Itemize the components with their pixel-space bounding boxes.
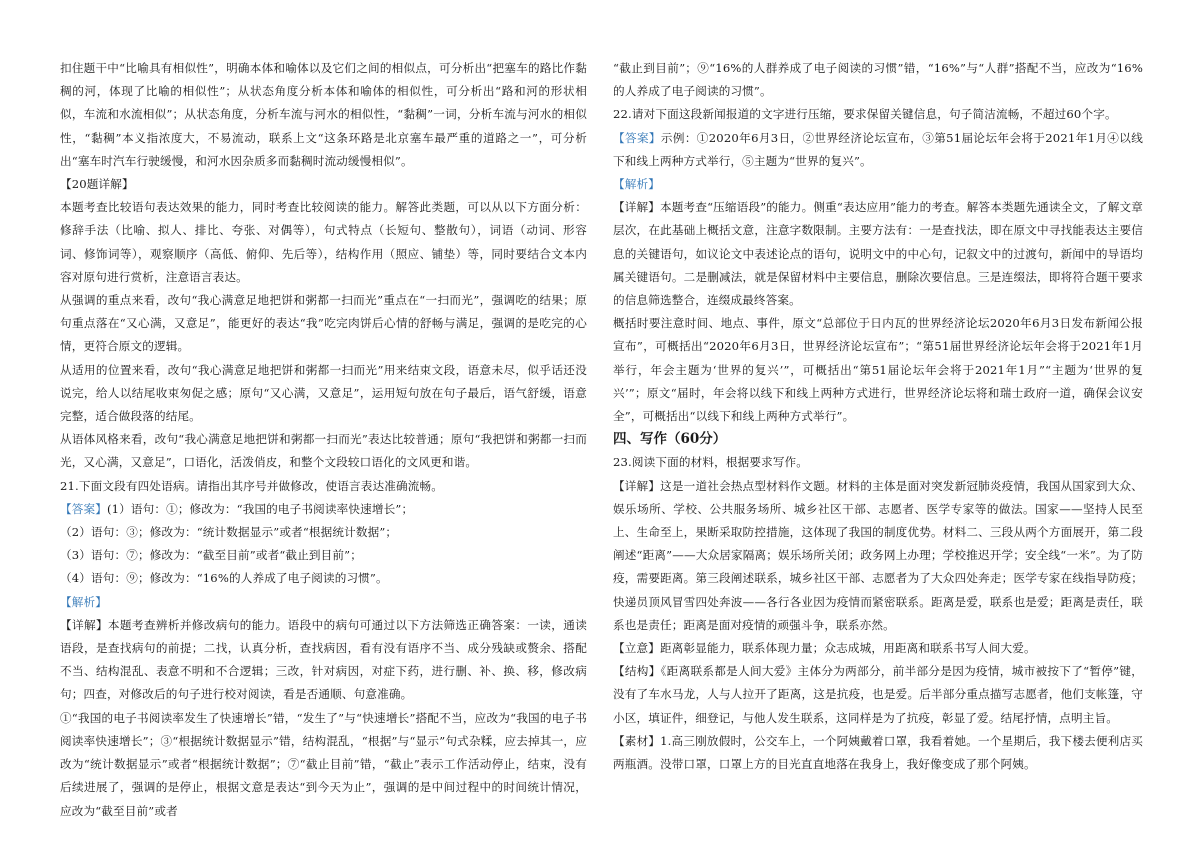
answer-line	[613, 127, 1143, 173]
answer-line: （4）语句：⑨；修改为：“16%的人养成了电子阅读的习惯”。	[60, 571, 388, 586]
paragraph: ①“我国的电子书阅读率发生了快速增长”错，“发生了”与“快速增长”搭配不当，应改为“我国的电子书阅读率快速增长”；③“根据统计数据显示”错，结构混乱，“根据”与“显示”句式杂糅，应去掉其一，应改为“统计数据显示”或者“根据统计数据”；⑦“截止目前”错，“截止”表示工作活动停止，结束，没有后续进展了，强调的是停止，根据文意是表达“到今天为止”，强调的是中间过程中的时间统计情况，应改为“截至目前”或者	[60, 710, 587, 818]
answer-line	[60, 498, 587, 521]
section-heading-20: 【20题详解】	[60, 177, 134, 192]
answer-tag: 【答案】	[60, 501, 107, 516]
right-column	[613, 57, 1143, 776]
paragraph: “截止到目前”；⑨“16%的人群养成了电子阅读的习惯”错，“16%”与“人群”搭配不当，应改为“16%的人养成了电子阅读的习惯”。	[613, 61, 1143, 99]
section-heading-writing: 四、写作（60分）	[613, 431, 727, 448]
paragraph: 从适用的位置来看，改句“我心满意足地把饼和粥都一扫而光”用来结束文段，语意未尽，似乎话还没说完，给人以结尾收束匆促之感；原句“又心满，又意足”，运用短句放在句子最后，语气舒缓，语意完整，适合做段落的结尾。	[60, 362, 587, 424]
paragraph: 【结构】《距离联系都是人间大爱》主体分为两部分，前半部分是因为疫情，城市被按下了“暂停”键，没有了车水马龙，人与人拉开了距离，这是抗疫，也是爱。后半部分重点描写志愿者，他们支帐篷，守小区，填证件，细登记，与他人发生联系，这同样是为了抗疫，彰显了爱。结尾抒情，点明主旨。	[613, 664, 1143, 725]
paragraph: 从强调的重点来看，改句“我心满意足地把饼和粥都一扫而光”重点在“一扫而光”，强调吃的结果；原句重点落在“又心满，又意足”，能更好的表达“我”吃完肉饼后心情的舒畅与满足，强调的是吃完的心情，更符合原文的逻辑。	[60, 293, 587, 354]
answer-line: （2）语句：③；修改为：“统计数据显示”或者“根据统计数据”；	[60, 525, 398, 540]
question-23: 23.阅读下面的材料，根据要求写作。	[613, 455, 809, 470]
paragraph: 本题考查比较语句表达效果的能力，同时考查比较阅读的能力。解答此类题，可以从以下方面分析：修辞手法（比喻、拟人、排比、夸张、对偶等），句式特点（长短句、整散句），词语（动词、形容词、修饰词等），观察顺序（高低、俯仰、先后等），结构作用（照应、铺垫）等，同时要结合文本内容对原句进行赏析，注意语言表达。	[60, 200, 587, 284]
paragraph: 【素材】1.高三刚放假时，公交车上，一个阿姨戴着口罩，我看着她。一个星期后，我下楼去便利店买两瓶酒。没带口罩，口罩上方的目光直直地落在我身上，我好像变成了那个阿姨。	[613, 733, 1143, 772]
paragraph: 【立意】距离彰显能力，联系体现力量；众志成城，用距离和联系书写人间大爱。	[613, 641, 1036, 656]
jiexi-tag: 【解析】	[60, 594, 107, 609]
question-21: 21.下面文段有四处语病。请指出其序号并做修改，使语言表达准确流畅。	[60, 478, 443, 493]
answer-text: 示例：①2020年6月3日，②世界经济论坛宣布，③第51届论坛年会将于2021年1月④以线下和线上两种方式举行，⑤主题为“世界的复兴”。	[613, 130, 1143, 168]
answer-line: （3）语句：⑦；修改为：“截至目前”或者“截止到目前”；	[60, 548, 362, 563]
paragraph: 【详解】本题考查“压缩语段”的能力。侧重“表达应用”能力的考查。解答本类题先通读全文，了解文章层次，在此基础上概括文意，注意字数限制。主要方法有：一是查找法，即在原文中寻找能表达主要信息的关键语句，如议论文中表述论点的语句，说明文中的中心句，记叙文中的过渡句，新闻中的导语均属关键语句。二是删减法，就是保留材料中主要信息，删除次要信息。三是连缀法，即将符合题干要求的信息筛选整合，连缀成最终答案。	[613, 200, 1143, 308]
left-column	[60, 57, 587, 823]
paragraph: 扣住题干中“比喻具有相似性”，明确本体和喻体以及它们之间的相似点，可分析出“把塞车的路比作黏稠的河，体现了比喻的相似性”；从状态角度分析本体和喻体的相似性，可分析出“路和河的形状相似，车流和水流相似”；从状态角度，分析车流与河水的相似性，“黏稠”一词，分析车流与河水的相似性，“黏稠”本义指浓度大，不易流动，联系上文“这条环路是北京塞车最严重的道路之一”，可分析出“塞车时汽车行驶缓慢，和河水因杂质多而黏稠时流动缓慢相似”。	[60, 61, 587, 168]
paragraph: 从语体风格来看，改句“我心满意足地把饼和粥都一扫而光”表达比较普通；原句“我把饼和粥都一扫而光，又心满，又意足”，口语化，活泼俏皮，和整个文段较口语化的文风更和谐。	[60, 432, 587, 470]
jiexi-tag: 【解析】	[613, 177, 660, 192]
paragraph: 【详解】这是一道社会热点型材料作文题。材料的主体是面对突发新冠肺炎疫情，我国从国家到大众、娱乐场所、学校、公共服务场所、城乡社区干部、志愿者、医学专家等的做法。国家——坚持人民至上、生命至上，果断采取防控措施，这体现了我国的制度优势。材料二、三段从两个方面展开，第二段阐述“距离”——大众居家隔离；娱乐场所关闭；政务网上办理；学校推迟开学；安全线“一米”。为了防疫，需要距离。第三段阐述联系，城乡社区干部、志愿者为了大众四处奔走；医学专家在线指导防疫；快递员顶风冒雪四处奔波——各行各业因为疫情而紧密联系。距离是爱，联系也是爱；距离是责任，联系也是责任；距离是面对疫情的顽强斗争，联系亦然。	[613, 478, 1143, 632]
paragraph: 【详解】本题考查辨析并修改病句的能力。语段中的病句可通过以下方法筛选正确答案：一读，通读语段，是查找病句的前提；二找，认真分析，查找病因，看有没有语序不当、成分残缺或赘余、搭配不当、结构混乱、表意不明和不合逻辑；三改，针对病因，对症下药，进行删、补、换、移，修改病句；四查，对修改后的句子进行校对阅读，看是否通顺、句意准确。	[60, 617, 587, 702]
paragraph: 概括时要注意时间、地点、事件，原文“总部位于日内瓦的世界经济论坛2020年6月3日发布新闻公报宣布”，可概括出“2020年6月3日，世界经济论坛宣布”；“第51届世界经济论坛年会将于2021年1月举行，年会主题为‘世界的复兴’”，可概括出“第51届论坛年会将于2021年1月”“主题为‘世界的复兴’”；原文“届时，年会将以线下和线上两种方式进行，世界经济论坛将和瑞士政府一道，确保会议安全”，可概括出“以线下和线上两种方式举行”。	[613, 316, 1143, 424]
question-22: 22.请对下面这段新闻报道的文字进行压缩，要求保留关键信息，句子简洁流畅，不超过60个字。	[613, 107, 1117, 122]
answer-text: (1）语句：①；修改为：“我国的电子书阅读率快速增长”；	[106, 501, 414, 516]
answer-tag: 【答案】	[613, 130, 661, 145]
